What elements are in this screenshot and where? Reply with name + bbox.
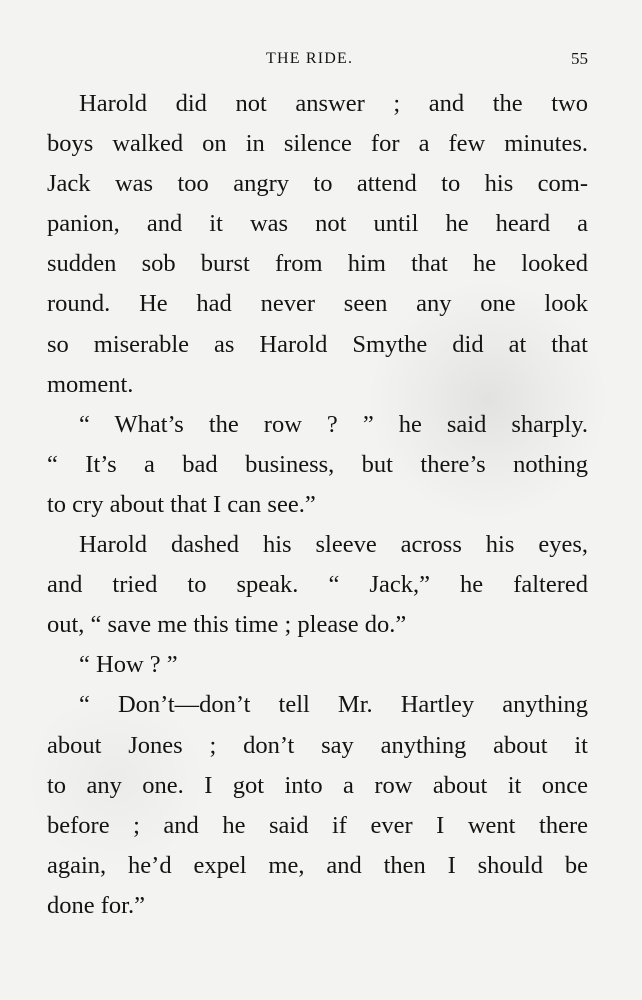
text-line: moment.	[47, 370, 134, 398]
text-line: done for.”	[47, 891, 145, 919]
text-line: to any one. I got into a row about it once	[47, 771, 588, 799]
text-line: “ What’s the row ? ” he said sharply.	[79, 410, 588, 438]
page-number: 55	[571, 49, 588, 68]
running-title: THE RIDE.	[266, 50, 354, 67]
text-line: and tried to speak. “ Jack,” he faltered	[47, 571, 588, 599]
text-line: boys walked on in silence for a few minutes.	[47, 130, 588, 158]
text-line: “ It’s a bad business, but there’s nothing	[47, 450, 588, 478]
text-line: Harold did not answer ; and the two	[79, 90, 588, 117]
text-line: before ; and he said if ever I went there	[47, 811, 588, 839]
text-line: Jack was too angry to attend to his com-	[47, 170, 588, 198]
body-text	[47, 84, 588, 926]
text-line: again, he’d expel me, and then I should be	[47, 851, 588, 879]
text-line: panion, and it was not until he heard a	[47, 210, 588, 238]
text-line: round. He had never seen any one look	[47, 290, 588, 318]
text-line: to cry about that I can see.”	[47, 490, 316, 518]
text-line: out, “ save me this time ; please do.”	[47, 611, 407, 639]
text-line: Harold dashed his sleeve across his eyes,	[79, 531, 588, 559]
text-line: about Jones ; don’t say anything about it	[47, 731, 588, 759]
text-line: “ Don’t—don’t tell Mr. Hartley anything	[79, 691, 588, 719]
text-line: sudden sob burst from him that he looked	[47, 250, 588, 278]
text-line: “ How ? ”	[79, 651, 178, 679]
text-line: so miserable as Harold Smythe did at that	[47, 330, 588, 358]
running-head	[0, 48, 642, 70]
